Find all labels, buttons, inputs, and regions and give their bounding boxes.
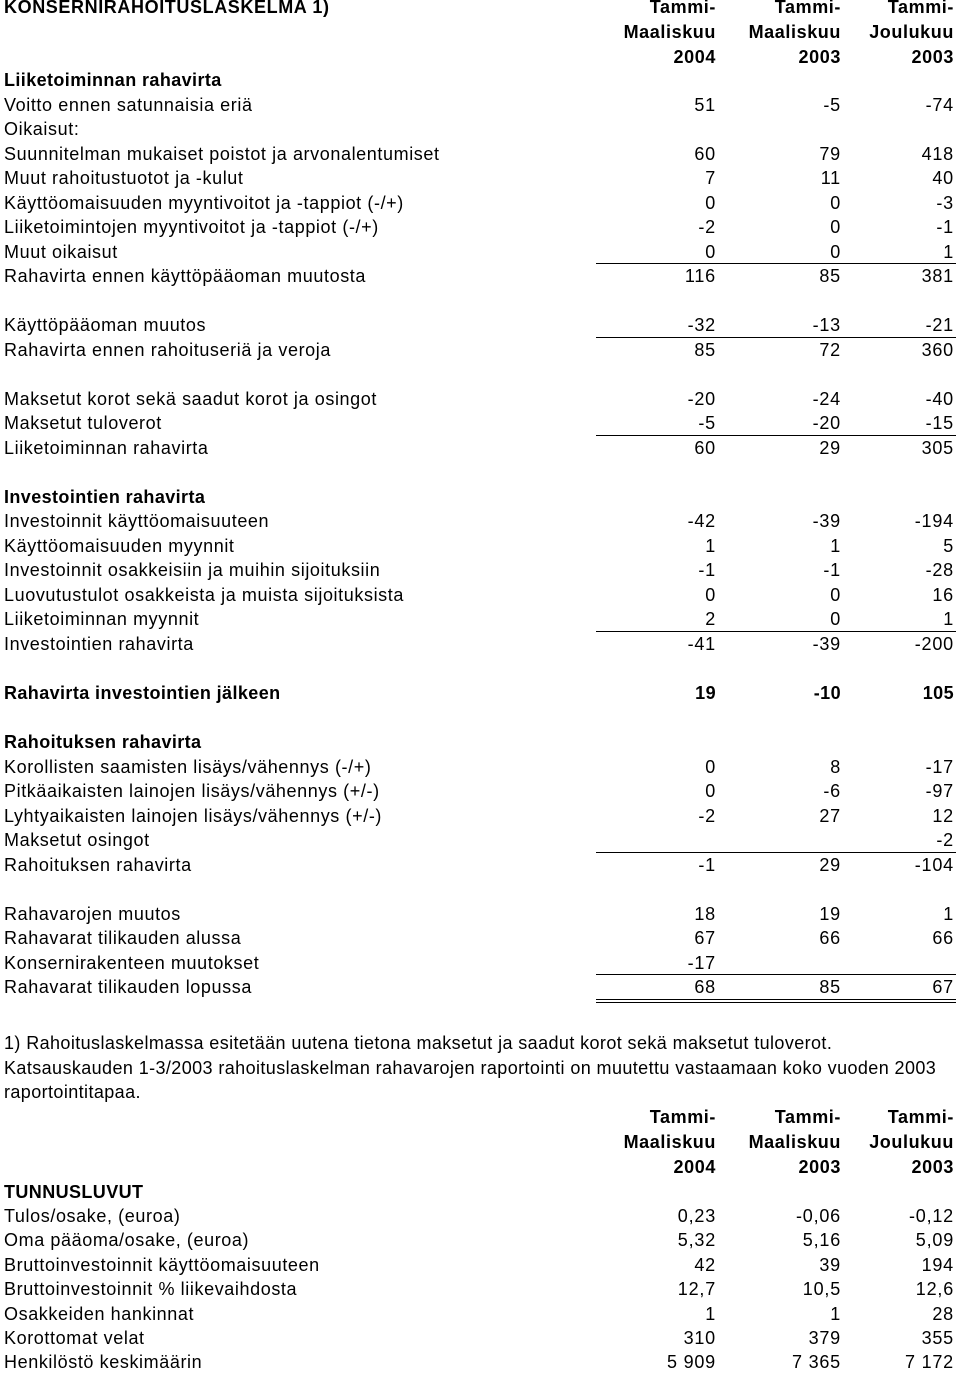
cash-flow-row — [0, 975, 960, 1000]
cash-flow-row-value-col1: -41 — [687, 633, 716, 654]
cash-flow-row-label: Lyhtyaikaisten lainojen lisäys/vähennys (+/-) — [4, 805, 383, 826]
kpi-row — [0, 1228, 960, 1253]
header-col1-line2: Maaliskuu — [623, 22, 716, 42]
cash-flow-row-value-col1: 0 — [705, 756, 716, 777]
kpi-row-value-col1: 5 909 — [666, 1352, 716, 1373]
kpi-header-col1-line2: Maaliskuu — [623, 1132, 716, 1152]
cash-flow-row-value-col2: -5 — [823, 94, 841, 115]
cash-flow-row — [0, 828, 960, 853]
cash-flow-row-value-col1: 0 — [705, 781, 716, 802]
cash-flow-row-value-col3: -3 — [936, 192, 954, 213]
cash-flow-row — [0, 411, 960, 436]
cash-flow-row-value-col3: 12 — [932, 805, 954, 826]
cash-flow-row-value-col3: 1 — [943, 609, 954, 630]
cash-flow-row-label: Investoinnit käyttöomaisuuteen — [4, 511, 270, 532]
cash-flow-row-label: Käyttöomaisuuden myyntivoitot ja -tappiot (-/+) — [4, 192, 404, 213]
header-row-1 — [0, 0, 960, 20]
cash-flow-row-value-col2: 0 — [830, 241, 841, 262]
cash-flow-row-value-col2: 0 — [830, 584, 841, 605]
cash-flow-row-value-col1: -20 — [687, 388, 716, 409]
subtotal-rule — [596, 852, 956, 853]
kpi-row-value-col1: 1 — [705, 1303, 716, 1324]
kpi-header-col2-line1: Tammi- — [774, 1107, 841, 1127]
cash-flow-row-value-col3: 305 — [921, 437, 954, 458]
cash-flow-row — [0, 534, 960, 559]
cash-flow-row-label: Korollisten saamisten lisäys/vähennys (-/+) — [4, 756, 372, 777]
cash-flow-row-label: Rahoituksen rahavirta — [4, 732, 202, 753]
cash-flow-row — [0, 338, 960, 363]
cash-flow-row-label: Oikaisut: — [4, 119, 80, 140]
cash-flow-row-value-col2: 8 — [830, 756, 841, 777]
cash-flow-row — [0, 264, 960, 289]
cash-flow-row — [0, 779, 960, 804]
cash-flow-row-label: Rahavirta ennen rahoituseriä ja veroja — [4, 339, 331, 360]
cash-flow-row-value-col1: -2 — [698, 217, 716, 238]
page-title: KONSERNIRAHOITUSLASKELMA 1) — [4, 0, 330, 17]
kpi-row-value-col3: 194 — [921, 1254, 954, 1275]
kpi-header-row-2 — [0, 1130, 960, 1155]
cash-flow-row-label: Maksetut tuloverot — [4, 413, 162, 434]
cash-flow-row-value-col1: -17 — [687, 952, 716, 973]
kpi-row-value-col2: 39 — [819, 1254, 841, 1275]
cash-flow-row-value-col2: 27 — [819, 805, 841, 826]
cash-flow-row-value-col2: 85 — [819, 977, 841, 998]
kpi-row-label: Bruttoinvestoinnit käyttöomaisuuteen — [4, 1254, 320, 1275]
header-row-3 — [0, 45, 960, 70]
cash-flow-row-value-col3: 16 — [932, 584, 954, 605]
cash-flow-row — [0, 240, 960, 265]
subtotal-rule — [596, 263, 956, 264]
cash-flow-row-value-col1: 0 — [705, 241, 716, 262]
cash-flow-row-value-col3: -104 — [914, 854, 954, 875]
cash-flow-row-label: Konsernirakenteen muutokset — [4, 952, 260, 973]
cash-flow-row-label: Rahavarat tilikauden alussa — [4, 928, 242, 949]
cash-flow-row — [0, 558, 960, 583]
cash-flow-row — [0, 706, 960, 731]
cash-flow-row — [0, 853, 960, 878]
kpi-title: TUNNUSLUVUT — [4, 1182, 144, 1202]
cash-flow-row-value-col1: 0 — [705, 584, 716, 605]
kpi-header-col2-line2: Maaliskuu — [748, 1132, 841, 1152]
cash-flow-row-value-col2: 19 — [819, 903, 841, 924]
kpi-row-label: Osakkeiden hankinnat — [4, 1303, 195, 1324]
cash-flow-row — [0, 289, 960, 314]
cash-flow-row-value-col2: 72 — [819, 339, 841, 360]
cash-flow-row-label: Liiketoiminnan myynnit — [4, 609, 200, 630]
cash-flow-row-label: Rahavarojen muutos — [4, 903, 181, 924]
cash-flow-row-value-col3: 40 — [932, 168, 954, 189]
cash-flow-row-label: Investoinnit osakkeisiin ja muihin sijoituksiin — [4, 560, 381, 581]
cash-flow-row-label: Luovutustulot osakkeista ja muista sijoituksista — [4, 584, 404, 605]
cash-flow-row-label: Rahavirta investointien jälkeen — [4, 683, 281, 703]
cash-flow-row-value-col3: -97 — [925, 781, 954, 802]
kpi-row-value-col2: 1 — [830, 1303, 841, 1324]
cash-flow-row-value-col3: -40 — [925, 388, 954, 409]
header-col2-line3: 2003 — [798, 47, 841, 67]
cash-flow-row — [0, 730, 960, 755]
cash-flow-row — [0, 387, 960, 412]
kpi-row — [0, 1350, 960, 1375]
cash-flow-row-value-col2: 29 — [819, 854, 841, 875]
kpi-header-row-3 — [0, 1155, 960, 1180]
cash-flow-row-label: Maksetut osingot — [4, 830, 150, 851]
cash-flow-row — [0, 902, 960, 927]
cash-flow-row-value-col3: 1 — [943, 241, 954, 262]
cash-flow-row-value-col2: -24 — [812, 388, 841, 409]
cash-flow-row-value-col2: 79 — [819, 143, 841, 164]
kpi-header-col1-line1: Tammi- — [649, 1107, 716, 1127]
cash-flow-row-value-col2: -39 — [812, 633, 841, 654]
cash-flow-row-value-col1: -1 — [698, 854, 716, 875]
cash-flow-row-value-col3: -1 — [936, 217, 954, 238]
kpi-row-value-col3: 7 172 — [904, 1352, 954, 1373]
kpi-row-label: Bruttoinvestoinnit % liikevaihdosta — [4, 1279, 298, 1300]
cash-flow-row — [0, 142, 960, 167]
cash-flow-row-value-col3: -17 — [925, 756, 954, 777]
cash-flow-row — [0, 485, 960, 510]
kpi-header-col2-line3: 2003 — [798, 1157, 841, 1177]
kpi-row-value-col3: -0,12 — [908, 1206, 954, 1226]
cash-flow-row-value-col2: -20 — [812, 413, 841, 434]
cash-flow-row-value-col1: -1 — [698, 560, 716, 581]
kpi-header-row-1 — [0, 1105, 960, 1130]
cash-flow-row-value-col1: 0 — [705, 192, 716, 213]
cash-flow-row-label: Liiketoimintojen myyntivoitot ja -tappiot (-/+) — [4, 217, 379, 238]
cash-flow-row-label: Muut rahoitustuotot ja -kulut — [4, 168, 244, 189]
cash-flow-row — [0, 877, 960, 902]
cash-flow-row-label: Käyttöomaisuuden myynnit — [4, 535, 235, 556]
cash-flow-row-value-col2: -6 — [823, 781, 841, 802]
cash-flow-row-value-col3: 5 — [943, 535, 954, 556]
cash-flow-row-label: Muut oikaisut — [4, 241, 118, 262]
cash-flow-row-value-col1: -32 — [687, 315, 716, 336]
kpi-row-value-col1: 12,7 — [677, 1279, 716, 1300]
cash-flow-row — [0, 656, 960, 681]
kpi-row — [0, 1302, 960, 1327]
cash-flow-row-value-col1: 19 — [695, 683, 716, 703]
cash-flow-row-value-col3: -28 — [925, 560, 954, 581]
subtotal-rule — [596, 1002, 956, 1003]
cash-flow-row-label: Suunnitelman mukaiset poistot ja arvonalentumiset — [4, 143, 440, 164]
kpi-row — [0, 1277, 960, 1302]
cash-flow-row-value-col1: 18 — [694, 903, 716, 924]
header-col1-line1: Tammi- — [649, 0, 716, 17]
kpi-header-col1-line3: 2004 — [673, 1157, 716, 1177]
cash-flow-row-label: Pitkäaikaisten lainojen lisäys/vähennys (+/-) — [4, 781, 380, 802]
cash-flow-row-label: Voitto ennen satunnaisia eriä — [4, 94, 253, 115]
cash-flow-row-value-col1: 51 — [694, 94, 716, 115]
cash-flow-row — [0, 755, 960, 780]
kpi-row-value-col1: 5,32 — [677, 1230, 716, 1251]
kpi-header-col3-line2: Joulukuu — [869, 1132, 954, 1152]
kpi-row — [0, 1326, 960, 1351]
cash-flow-row-value-col3: 360 — [921, 339, 954, 360]
kpi-row-label: Oma pääoma/osake, (euroa) — [4, 1230, 250, 1251]
cash-flow-row-label: Rahavarat tilikauden lopussa — [4, 977, 252, 998]
cash-flow-row-label: Rahavirta ennen käyttöpääoman muutosta — [4, 266, 367, 287]
cash-flow-row-value-col1: 2 — [705, 609, 716, 630]
cash-flow-row-value-col2: 66 — [819, 928, 841, 949]
cash-flow-row-label: Maksetut korot sekä saadut korot ja osingot — [4, 388, 377, 409]
cash-flow-row-value-col3: -74 — [925, 94, 954, 115]
cash-flow-row — [0, 191, 960, 216]
cash-flow-row-value-col3: 67 — [932, 977, 954, 998]
cash-flow-row-value-col3: 1 — [943, 903, 954, 924]
cash-flow-row — [0, 681, 960, 706]
cash-flow-row-value-col3: -15 — [925, 413, 954, 434]
kpi-row-value-col1: 0,23 — [677, 1206, 716, 1226]
cash-flow-row-value-col2: 29 — [819, 437, 841, 458]
header-col2-line1: Tammi- — [774, 0, 841, 17]
kpi-row-value-col1: 42 — [694, 1254, 716, 1275]
kpi-row-value-col1: 310 — [683, 1328, 716, 1348]
cash-flow-row-label: Rahoituksen rahavirta — [4, 854, 192, 875]
cash-flow-row — [0, 68, 960, 93]
kpi-row-value-col3: 355 — [921, 1328, 954, 1348]
cash-flow-row-value-col1: 85 — [694, 339, 716, 360]
cash-flow-row-value-col2: -13 — [812, 315, 841, 336]
cash-flow-row-value-col2: 1 — [830, 535, 841, 556]
cash-flow-row — [0, 951, 960, 976]
subtotal-rule — [596, 337, 956, 338]
kpi-row-value-col2: 5,16 — [802, 1230, 841, 1251]
cash-flow-row-value-col1: 7 — [705, 168, 716, 189]
kpi-row-value-col2: 379 — [808, 1328, 841, 1348]
cash-flow-row-value-col2: 0 — [830, 217, 841, 238]
subtotal-rule — [596, 974, 956, 975]
header-col1-line3: 2004 — [673, 47, 716, 67]
cash-flow-row — [0, 313, 960, 338]
cash-flow-row — [0, 166, 960, 191]
cash-flow-row-value-col1: 60 — [694, 437, 716, 458]
subtotal-rule — [596, 435, 956, 436]
cash-flow-row-value-col1: 1 — [705, 535, 716, 556]
kpi-row — [0, 1253, 960, 1278]
cash-flow-row-label: Liiketoiminnan rahavirta — [4, 437, 209, 458]
cash-flow-row-label: Investointien rahavirta — [4, 486, 206, 507]
cash-flow-row — [0, 460, 960, 485]
cash-flow-row — [0, 362, 960, 387]
footnote: 1) Rahoituslaskelmassa esitetään uutena tietona maksetut ja saadut korot sekä maksetut tuloverot. Katsauskauden 1-3/2003 rahoituslaskelman rahavarojen raportointi on muutettu vastaamaan koko vuoden 2003 raportointitapaa. — [4, 1033, 937, 1102]
kpi-row — [0, 1204, 960, 1229]
cash-flow-row — [0, 93, 960, 118]
cash-flow-row-value-col3: 105 — [922, 683, 954, 703]
header-row-2 — [0, 20, 960, 45]
cash-flow-row-value-col3: -2 — [936, 830, 954, 851]
cash-flow-row-value-col1: 68 — [694, 977, 716, 998]
cash-flow-row-value-col2: 0 — [830, 192, 841, 213]
cash-flow-row — [0, 117, 960, 142]
cash-flow-row-value-col3: -200 — [914, 633, 954, 654]
cash-flow-row-value-col2: -10 — [813, 683, 841, 703]
cash-flow-row-value-col3: -21 — [925, 315, 954, 336]
kpi-row-label: Korottomat velat — [4, 1328, 145, 1348]
kpi-header-col3-line1: Tammi- — [887, 1107, 954, 1127]
kpi-row-value-col2: -0,06 — [795, 1206, 841, 1226]
cash-flow-row-label: Liiketoiminnan rahavirta — [4, 70, 222, 90]
kpi-row-label: Henkilöstö keskimäärin — [4, 1352, 203, 1373]
cash-flow-row-value-col2: 85 — [819, 266, 841, 287]
kpi-title-row — [0, 1180, 960, 1205]
cash-flow-row — [0, 607, 960, 632]
header-col3-line3: 2003 — [911, 47, 954, 67]
kpi-row-value-col3: 5,09 — [915, 1230, 954, 1251]
cash-flow-row-value-col2: -39 — [812, 511, 841, 532]
cash-flow-row-label: Investointien rahavirta — [4, 633, 194, 654]
cash-flow-row-value-col1: 116 — [684, 266, 716, 287]
cash-flow-row — [0, 215, 960, 240]
kpi-row-value-col2: 10,5 — [802, 1279, 841, 1300]
kpi-row-value-col2: 7 365 — [791, 1352, 841, 1373]
cash-flow-row — [0, 632, 960, 657]
kpi-row-value-col3: 12,6 — [915, 1279, 954, 1300]
subtotal-rule — [596, 631, 956, 632]
cash-flow-row-value-col1: -2 — [698, 805, 716, 826]
header-col2-line2: Maaliskuu — [748, 22, 841, 42]
cash-flow-row-value-col2: 0 — [830, 609, 841, 630]
kpi-row-value-col3: 28 — [932, 1303, 954, 1324]
header-col3-line2: Joulukuu — [869, 22, 954, 42]
cash-flow-row-value-col3: 418 — [921, 143, 954, 164]
cash-flow-row — [0, 436, 960, 461]
cash-flow-row-value-col3: 66 — [932, 928, 954, 949]
cash-flow-row-value-col1: -42 — [687, 511, 716, 532]
kpi-row-label: Tulos/osake, (euroa) — [4, 1206, 181, 1226]
cash-flow-row — [0, 926, 960, 951]
cash-flow-row — [0, 583, 960, 608]
header-col3-line1: Tammi- — [887, 0, 954, 17]
cash-flow-row-value-col2: 11 — [820, 168, 841, 189]
cash-flow-row-value-col3: -194 — [914, 511, 954, 532]
cash-flow-row-value-col1: 67 — [694, 928, 716, 949]
cash-flow-row-value-col1: -5 — [698, 413, 716, 434]
cash-flow-row — [0, 804, 960, 829]
cash-flow-row — [0, 509, 960, 534]
kpi-header-col3-line3: 2003 — [911, 1157, 954, 1177]
cash-flow-row-value-col3: 381 — [921, 266, 954, 287]
subtotal-rule — [596, 999, 956, 1000]
cash-flow-row-value-col1: 60 — [694, 143, 716, 164]
cash-flow-row-label: Käyttöpääoman muutos — [4, 315, 207, 336]
cash-flow-row-value-col2: -1 — [823, 560, 841, 581]
